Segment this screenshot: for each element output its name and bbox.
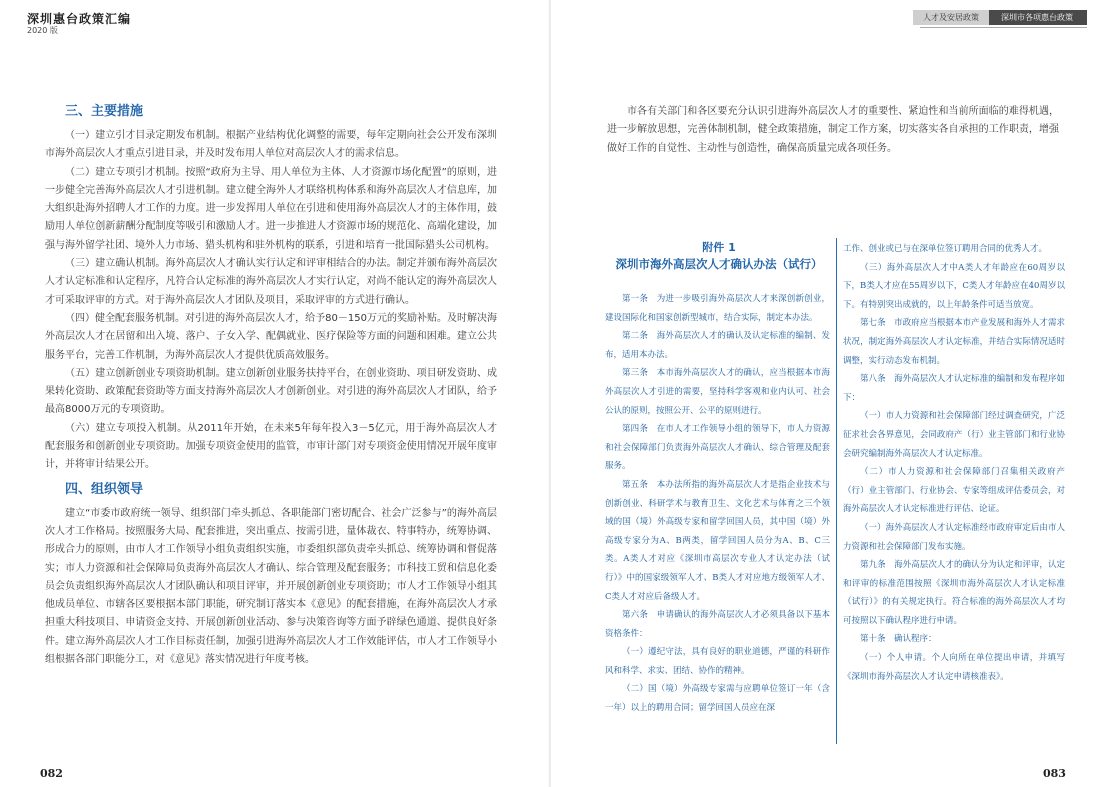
appendix-column-right	[843, 240, 1065, 686]
article-paragraph: 第二条 海外高层次人才的确认及认定标准的编制、发布，适用本办法。	[605, 331, 830, 360]
book-edition: 2020 版	[27, 26, 58, 35]
article-paragraph: （三）海外高层次人才中A类人才年龄应在60周岁以下，B类人才应在55周岁以下，C类人才年龄应在40周岁以下。有特别突出成就的，以上年龄条件可适当放宽。	[843, 262, 1065, 310]
paragraph: 建立“市委市政府统一领导、组织部门牵头抓总、各职能部门密切配合、社会广泛参与”的海外高层次人才工作格局。按照服务大局、配套推进，突出重点、按需引进，量体裁衣、特事特办，统筹协调、形成合力的原则，由市人才工作领导小组负责组织实施，市委组织部负责牵头抓总、统筹协调和督促落实；市人力资源和社会保障局负责海外高层次人才确认、综合管理及配套服务；市科技工贸和信息化委员会负责组织海外高层次人才团队确认和项目评审，并开展创新创业专项资助；市人才工作领导小组其他成员单位、市辖各区要根据本部门职能，研究制订落实本《意见》的配套措施，在海外高层次人才承担重大科技项目、申请资金支持、开展创新创业活动、参与决策咨询等方面予辟绿色通道、提供良好条件。建立海外高层次人才工作目标责任制，加强引进海外高层次人才工作效能评估，市人才工作领导小组根据各部门职能分工，对《意见》落实情况进行年度考核。	[45, 507, 497, 666]
section-heading-measures: 三、主要措施	[65, 104, 144, 119]
paragraph: （一）建立引才目录定期发布机制。根据产业结构优化调整的需要，每年定期向社会公开发布深圳市海外高层次人才重点引进目录，并及时发布用人单位对高层次人才的需求信息。	[45, 130, 497, 160]
article-paragraph: 第五条 本办法所指的海外高层次人才是指企业技术与创新创业、科研学术与教育卫生、文化艺术与体育之三个领域的国（境）外高级专家和留学回国人员，其中国（境）外高级专家分为A、B两类，留学回国人员分为A、B、C三类。A类人才对应《深圳市高层次专业人才认定办法（试行）》中的国家级领军人才、B类人才对应地方级领军人才、C类人才对应后备级人才。	[605, 479, 830, 602]
page-number-right: 083	[1043, 767, 1066, 780]
paragraph: （三）建立确认机制。海外高层次人才确认实行认定和评审相结合的办法。制定并颁布海外高层次人才认定标准和认定程序，凡符合认定标准的海外高层次人才实行认定，对尚不能认定的海外高层次人才可采取评审的方式。对于海外高层次人才团队及项目，采取评审的方式进行确认。	[45, 258, 497, 306]
column-divider	[836, 238, 837, 744]
intro-paragraph: 市各有关部门和各区要充分认识引进海外高层次人才的重要性、紧迫性和当前所面临的难得机遇，进一步解放思想，完善体制机制，健全政策措施，制定工作方案，切实落实各自承担的工作职责，增强做好工作的自觉性、主动性与创造性，确保高质量完成各项任务。	[607, 106, 1059, 154]
article-paragraph: 第十条 确认程序：	[860, 634, 937, 645]
article-paragraph: 第三条 本市海外高层次人才的确认，应当根据本市海外高层次人才引进的需要，坚持科学客观和业内认可、社会公认的原则，按照公开、公平的原则进行。	[605, 368, 830, 416]
paragraph: （六）建立专项投入机制。从2011年开始，在未来5年每年投入3－5亿元，用于海外高层次人才配套服务和创新创业专项资助。加强专项资金使用的监管，市审计部门对专项资金使用情况开展年度审计，并将审计结果公开。	[45, 422, 497, 471]
header-tab-talent-housing: 人才及安居政策	[913, 10, 989, 25]
article-paragraph: （一）遵纪守法，具有良好的职业道德，严谨的科研作风和科学、求实、团结、协作的精神。	[605, 647, 830, 676]
header-rule	[920, 27, 1087, 28]
paragraph: （二）建立专项引才机制。按照“政府为主导、用人单位为主体、人才资源市场化配置”的原则，进一步健全完善海外高层次人才引进机制。建立健全海外人才联络机构体系和海外高层次人才信息库，加大组织赴海外招聘人才工作的力度。进一步发挥用人单位在引进和使用海外高层次人才的主体作用，鼓励用人单位创新薪酬分配制度等吸引和激励人才。进一步推进人才资源市场的规范化、高端化建设，加强与海外留学社团、境外人力市场、猎头机构和驻外机构的联系，引进和培育一批国际猎头公司机构。	[45, 166, 497, 251]
header-tabs	[913, 10, 1087, 25]
article-paragraph: （一）海外高层次人才认定标准经市政府审定后由市人力资源和社会保障部门发布实施。	[843, 522, 1065, 552]
article-paragraph: （二）国（境）外高级专家需与应聘单位签订一年（含一年）以上的聘用合同；留学回国人员应在深	[605, 684, 830, 714]
appendix-column-left	[605, 290, 830, 718]
paragraph: （四）健全配套服务机制。对引进的海外高层次人才，给予80－150万元的奖励补贴。及时解决海外高层次人才在居留和出入境、落户、子女入学、配偶就业、医疗保险等方面的问题和困难。建立公共服务平台，完善工作机制，为海外高层次人才提供优质高效服务。	[45, 312, 497, 361]
left-text-column	[45, 103, 497, 669]
article-paragraph: 第六条 申请确认的海外高层次人才必须具备以下基本资格条件：	[605, 610, 830, 639]
section-heading-leadership: 四、组织领导	[65, 481, 144, 497]
article-paragraph: 第七条 市政府应当根据本市产业发展和海外人才需求状况，制定海外高层次人才认定标准，并结合实际情况适时调整，实行动态发布机制。	[843, 318, 1065, 366]
article-paragraph: 第八条 海外高层次人才认定标准的编制和发布程序如下：	[843, 374, 1065, 403]
book-title: 深圳惠台政策汇编	[27, 12, 132, 26]
article-paragraph: 第四条 在市人才工作领导小组的领导下，市人力资源和社会保障部门负责海外高层次人才确认、综合管理及配套服务。	[605, 424, 830, 472]
article-paragraph: （一）个人申请。个人向所在单位提出申请，并填写《深圳市海外高层次人才认定申请核准表》。	[843, 653, 1065, 682]
left-page	[0, 0, 550, 787]
article-paragraph: 第一条 为进一步吸引海外高层次人才来深创新创业，建设国际化和国家创新型城市，结合实际，制定本办法。	[605, 294, 830, 323]
appendix-title: 深圳市海外高层次人才确认办法（试行）	[615, 257, 823, 271]
appendix-heading	[605, 240, 833, 272]
page-number-left: 082	[40, 767, 63, 780]
article-paragraph: （一）市人力资源和社会保障部门经过调查研究，广泛征求社会各界意见，会同政府产（行）业主管部门和行业协会研究编制海外高层次人才认定标准。	[843, 411, 1065, 459]
paragraph: （五）建立创新创业专项资助机制。建立创新创业服务扶持平台，在创业资助、项目研发资助、成果转化资助、政策配套资助等方面支持海外高层次人才创新创业。对引进的海外高层次人才团队，给予最高8000万元的专项资助。	[45, 367, 497, 416]
article-paragraph: （二）市人力资源和社会保障部门召集相关政府产（行）业主管部门、行业协会、专家等组成评估委员会，对海外高层次人才认定标准进行评估、论证。	[843, 467, 1065, 515]
article-paragraph: 工作、创业或已与在深单位签订聘用合同的优秀人才。	[843, 244, 1048, 254]
header-tab-shenzhen-policies: 深圳市各项惠台政策	[989, 10, 1087, 25]
appendix-label: 附件 1	[702, 241, 736, 254]
article-paragraph: 第九条 海外高层次人才的确认分为认定和评审，认定和评审的标准范围按照《深圳市海外高层次人才认定标准（试行）》的有关规定执行。符合标准的海外高层次人才均可按照以下确认程序进行申请。	[843, 560, 1065, 626]
